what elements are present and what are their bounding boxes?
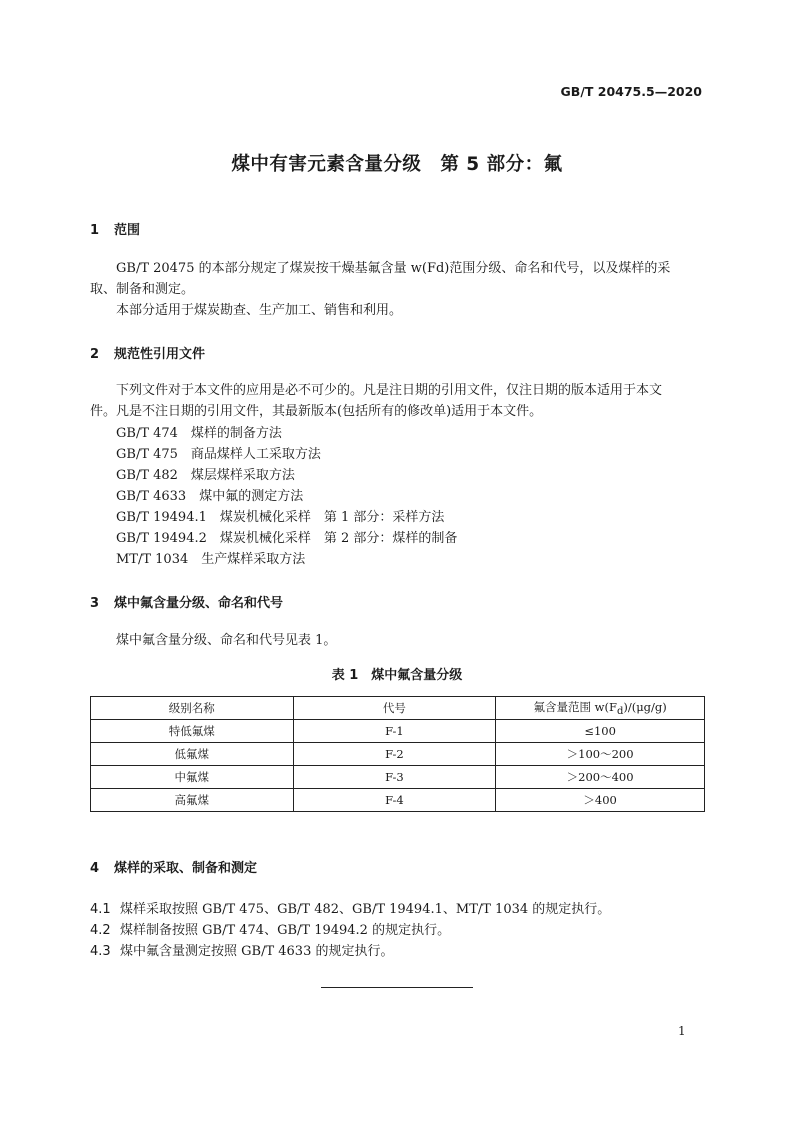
code-cell: F-3 (293, 766, 496, 789)
grade-name-cell: 高氟煤 (91, 789, 294, 812)
text-line: 本部分适用于煤炭勘查、生产加工、销售和利用。 (116, 303, 403, 318)
table-row (91, 789, 705, 812)
text-line: GB/T 20475 的本部分规定了煤炭按干燥基氟含量 w(Fd)范围分级、命名和代号，以及煤样的采 (116, 261, 671, 276)
section-title: 煤样的采取、制备和测定 (114, 861, 258, 876)
column-header (496, 697, 705, 720)
header-text: 氟含量范围 w(F (533, 699, 617, 714)
grade-name-cell: 低氟煤 (91, 743, 294, 766)
section-1-heading (90, 219, 140, 238)
page-number: 1 (678, 1024, 686, 1038)
clause-number: 4.3 (90, 944, 111, 959)
table-row (91, 743, 705, 766)
table-row (91, 766, 705, 789)
clause (90, 940, 393, 959)
clause-number: 4.1 (90, 902, 111, 917)
standard-code: GB/T 20475.5—2020 (560, 84, 702, 99)
table-caption: 表 1 煤中氟含量分级 (331, 668, 463, 683)
end-rule (321, 987, 473, 988)
header-text: )/(μg/g) (623, 699, 667, 714)
code-cell: F-1 (293, 720, 496, 743)
grade-name-cell: 中氟煤 (91, 766, 294, 789)
code-cell: F-2 (293, 743, 496, 766)
text-line: 下列文件对于本文件的应用是必不可少的。凡是注日期的引用文件，仅注日期的版本适用于本文 (116, 383, 663, 398)
scope-paragraph (90, 258, 706, 321)
section-title: 规范性引用文件 (114, 347, 206, 362)
grade-name-cell: 特低氟煤 (91, 720, 294, 743)
section-4-heading (90, 857, 257, 876)
clause-text: 煤样制备按照 GB/T 474、GB/T 19494.2 的规定执行。 (120, 923, 451, 938)
normative-references-paragraph (90, 380, 706, 422)
table-row (91, 720, 705, 743)
range-cell: ＞200～400 (496, 766, 705, 789)
reference-item: GB/T 482 煤层煤样采取方法 (116, 468, 295, 483)
clause (90, 898, 610, 917)
classification-paragraph: 煤中氟含量分级、命名和代号见表 1。 (116, 633, 337, 648)
section-3-heading (90, 592, 283, 611)
range-cell: ≤100 (496, 720, 705, 743)
column-header: 代号 (293, 697, 496, 720)
reference-item: GB/T 474 煤样的制备方法 (116, 426, 282, 441)
clause-number: 4.2 (90, 923, 111, 938)
fluorine-classification-table (90, 696, 705, 812)
reference-item: GB/T 4633 煤中氟的测定方法 (116, 489, 304, 504)
table-header-row (91, 697, 705, 720)
section-number: 3 (90, 596, 100, 611)
section-number: 2 (90, 347, 100, 362)
text-line: 件。凡是不注日期的引用文件，其最新版本(包括所有的修改单)适用于本文件。 (90, 404, 543, 419)
reference-item: GB/T 19494.1 煤炭机械化采样 第 1 部分：采样方法 (116, 510, 445, 525)
clause (90, 919, 450, 938)
range-cell: ＞400 (496, 789, 705, 812)
code-cell: F-4 (293, 789, 496, 812)
column-header: 级别名称 (91, 697, 294, 720)
range-cell: ＞100～200 (496, 743, 705, 766)
document-title: 煤中有害元素含量分级 第 5 部分：氟 (231, 154, 563, 175)
clause-text: 煤样采取按照 GB/T 475、GB/T 482、GB/T 19494.1、MT/T 1034 的规定执行。 (120, 902, 611, 917)
clause-text: 煤中氟含量测定按照 GB/T 4633 的规定执行。 (120, 944, 394, 959)
section-title: 范围 (114, 223, 141, 238)
subscript-d: d (616, 706, 624, 718)
section-number: 1 (90, 223, 100, 238)
reference-item: MT/T 1034 生产煤样采取方法 (116, 552, 306, 567)
section-title: 煤中氟含量分级、命名和代号 (114, 596, 284, 611)
section-number: 4 (90, 861, 100, 876)
section-2-heading (90, 343, 205, 362)
reference-item: GB/T 19494.2 煤炭机械化采样 第 2 部分：煤样的制备 (116, 531, 458, 546)
reference-item: GB/T 475 商品煤样人工采取方法 (116, 447, 321, 462)
text-line: 取、制备和测定。 (90, 282, 195, 297)
